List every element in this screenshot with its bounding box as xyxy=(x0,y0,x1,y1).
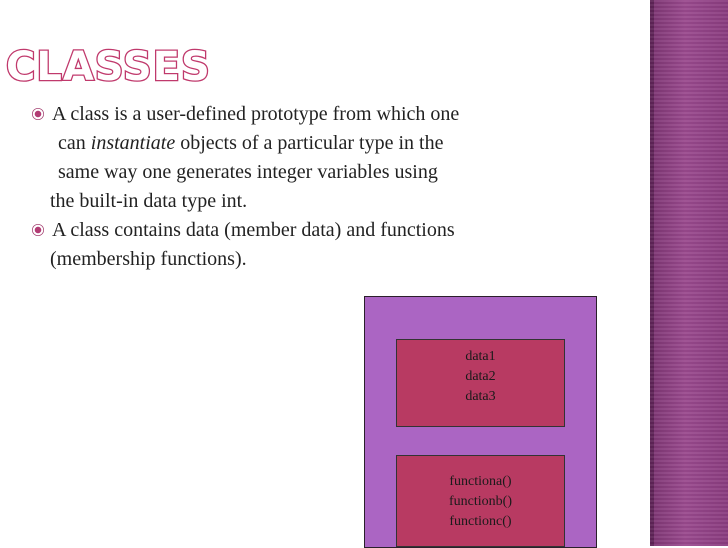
data-members-box xyxy=(396,339,565,427)
function-item: functiona() xyxy=(449,474,512,489)
bullet-paragraph-1 xyxy=(32,100,632,216)
bullet-icon xyxy=(32,224,44,236)
paragraph-2-line-2: (membership functions). xyxy=(50,248,247,270)
paragraph-1-line-3: same way one generates integer variables using xyxy=(58,161,438,183)
line-2-prefix: can xyxy=(58,132,91,154)
data-item: data2 xyxy=(465,369,496,384)
emphasized-word: instantiate xyxy=(90,132,176,154)
decorative-side-bar xyxy=(650,0,728,546)
paragraph-1-line-4: the built-in data type int. xyxy=(50,190,248,212)
function-item: functionc() xyxy=(449,514,512,529)
slide-title: CLASSES xyxy=(6,44,211,90)
function-item: functionb() xyxy=(449,494,512,509)
paragraph-1-line-1: A class is a user-defined prototype from which one xyxy=(52,103,460,125)
bullet-icon xyxy=(32,108,44,120)
data-item: data1 xyxy=(465,349,496,364)
data-item: data3 xyxy=(465,389,496,404)
bullet-paragraph-2 xyxy=(32,216,632,274)
slide-body xyxy=(32,100,632,274)
paragraph-1-line-2 xyxy=(58,129,632,158)
class-diagram xyxy=(364,296,597,548)
member-functions-box xyxy=(396,455,565,547)
paragraph-2-line-1: A class contains data (member data) and functions xyxy=(52,219,455,241)
line-2-suffix: objects of a particular type in the xyxy=(175,132,444,154)
